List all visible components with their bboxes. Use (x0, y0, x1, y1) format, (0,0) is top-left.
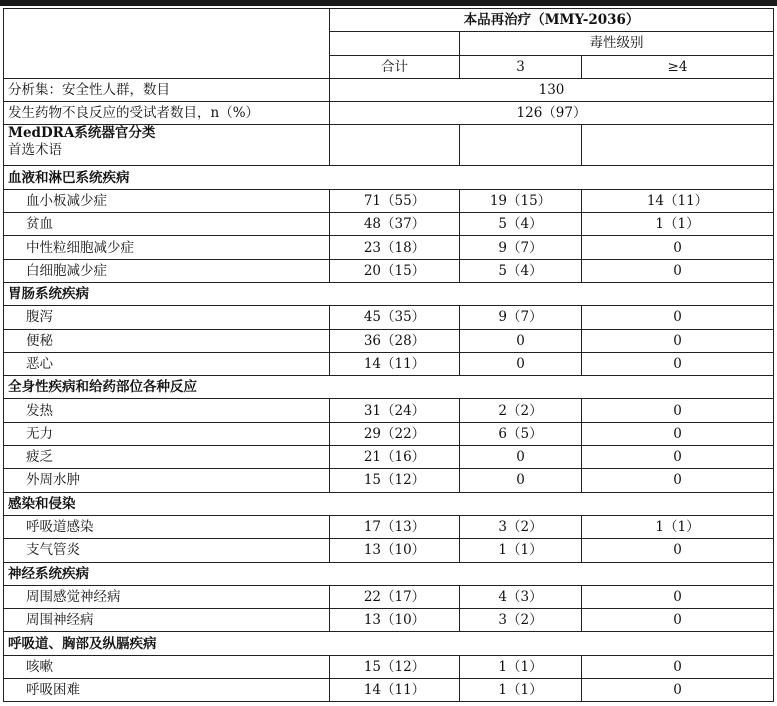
soc-empty-g3 (460, 125, 582, 166)
value-total: 17（13） (330, 515, 460, 538)
value-grade3: 0 (460, 469, 582, 492)
col-total-header: 合计 (330, 55, 460, 78)
col-grade3-header: 3 (460, 55, 582, 78)
category-name: 感染和侵染 (4, 492, 774, 515)
value-grade3: 1（1） (460, 539, 582, 562)
table-body (4, 9, 774, 702)
value-grade3: 9（7） (460, 306, 582, 329)
value-grade4: 0 (582, 446, 774, 469)
preferred-term: 周围感觉神经病 (4, 585, 330, 608)
value-grade4: 1（1） (582, 213, 774, 236)
value-grade3: 0 (460, 446, 582, 469)
value-grade3: 4（3） (460, 585, 582, 608)
value-grade3: 0 (460, 329, 582, 352)
preferred-term: 腹泻 (4, 306, 330, 329)
adr-subjects-label: 发生药物不良反应的受试者数目，n（%） (4, 102, 330, 125)
term-row (4, 515, 774, 538)
category-name: 呼吸道、胸部及纵膈疾病 (4, 632, 774, 655)
preferred-term: 支气管炎 (4, 539, 330, 562)
value-grade4: 0 (582, 236, 774, 259)
term-row (4, 679, 774, 702)
value-total: 36（28） (330, 329, 460, 352)
value-grade4: 0 (582, 585, 774, 608)
term-row (4, 609, 774, 632)
value-total: 15（12） (330, 469, 460, 492)
soc-header-cell (4, 125, 330, 166)
value-total: 14（11） (330, 352, 460, 375)
value-grade4: 0 (582, 655, 774, 678)
category-row (4, 562, 774, 585)
soc-header-row (4, 125, 774, 166)
header-blank-cell (4, 9, 330, 79)
value-grade3: 19（15） (460, 189, 582, 212)
preferred-term: 便秘 (4, 329, 330, 352)
soc-header-line2: 首选术语 (8, 142, 62, 159)
value-total: 48（37） (330, 213, 460, 236)
toxicity-grade-header: 毒性级别 (460, 32, 774, 55)
value-grade3: 5（4） (460, 259, 582, 282)
term-row (4, 446, 774, 469)
category-name: 血液和淋巴系统疾病 (4, 166, 774, 189)
value-grade3: 1（1） (460, 655, 582, 678)
value-grade3: 3（2） (460, 609, 582, 632)
term-row (4, 189, 774, 212)
term-row (4, 306, 774, 329)
value-grade3: 2（2） (460, 399, 582, 422)
value-grade4: 1（1） (582, 515, 774, 538)
value-grade4: 0 (582, 259, 774, 282)
value-grade3: 5（4） (460, 213, 582, 236)
analysis-set-value: 130 (330, 78, 774, 101)
value-total: 20（15） (330, 259, 460, 282)
value-total: 29（22） (330, 422, 460, 445)
value-total: 22（17） (330, 585, 460, 608)
header-empty-cell (330, 32, 460, 55)
value-total: 13（10） (330, 609, 460, 632)
term-row (4, 655, 774, 678)
category-row (4, 166, 774, 189)
category-row (4, 492, 774, 515)
term-row (4, 236, 774, 259)
preferred-term: 疲乏 (4, 446, 330, 469)
value-grade4: 0 (582, 306, 774, 329)
value-total: 23（18） (330, 236, 460, 259)
category-name: 全身性疾病和给药部位各种反应 (4, 376, 774, 399)
value-total: 14（11） (330, 679, 460, 702)
value-grade4: 0 (582, 329, 774, 352)
value-grade3: 3（2） (460, 515, 582, 538)
top-border-bar (0, 0, 777, 6)
term-row (4, 399, 774, 422)
term-row (4, 329, 774, 352)
category-row (4, 282, 774, 305)
category-name: 胃肠系统疾病 (4, 282, 774, 305)
preferred-term: 呼吸道感染 (4, 515, 330, 538)
value-total: 71（55） (330, 189, 460, 212)
value-grade4: 14（11） (582, 189, 774, 212)
term-row (4, 469, 774, 492)
term-row (4, 259, 774, 282)
term-row (4, 539, 774, 562)
category-row (4, 376, 774, 399)
value-grade4: 0 (582, 469, 774, 492)
value-grade3: 9（7） (460, 236, 582, 259)
value-total: 15（12） (330, 655, 460, 678)
value-grade3: 0 (460, 352, 582, 375)
adr-subjects-row (4, 102, 774, 125)
term-row (4, 585, 774, 608)
value-grade4: 0 (582, 422, 774, 445)
col-grade4-header: ≥4 (582, 55, 774, 78)
preferred-term: 咳嗽 (4, 655, 330, 678)
preferred-term: 白细胞减少症 (4, 259, 330, 282)
preferred-term: 发热 (4, 399, 330, 422)
analysis-set-row (4, 78, 774, 101)
value-grade3: 6（5） (460, 422, 582, 445)
preferred-term: 周围神经病 (4, 609, 330, 632)
value-grade4: 0 (582, 609, 774, 632)
value-grade4: 0 (582, 679, 774, 702)
category-name: 神经系统疾病 (4, 562, 774, 585)
preferred-term: 中性粒细胞减少症 (4, 236, 330, 259)
term-row (4, 213, 774, 236)
term-row (4, 422, 774, 445)
soc-empty-total (330, 125, 460, 166)
soc-header-line1: MedDRA系统器官分类 (8, 125, 156, 142)
value-grade4: 0 (582, 539, 774, 562)
preferred-term: 恶心 (4, 352, 330, 375)
value-grade3: 1（1） (460, 679, 582, 702)
preferred-term: 呼吸困难 (4, 679, 330, 702)
adverse-reaction-table (3, 8, 774, 702)
value-grade4: 0 (582, 399, 774, 422)
preferred-term: 血小板减少症 (4, 189, 330, 212)
adr-subjects-value: 126（97） (330, 102, 774, 125)
soc-empty-g4 (582, 125, 774, 166)
preferred-term: 无力 (4, 422, 330, 445)
value-total: 13（10） (330, 539, 460, 562)
value-total: 21（16） (330, 446, 460, 469)
value-grade4: 0 (582, 352, 774, 375)
preferred-term: 外周水肿 (4, 469, 330, 492)
value-total: 31（24） (330, 399, 460, 422)
analysis-set-label: 分析集：安全性人群，数目 (4, 78, 330, 101)
value-total: 45（35） (330, 306, 460, 329)
treatment-header: 本品再治疗（MMY-2036） (330, 9, 774, 32)
preferred-term: 贫血 (4, 213, 330, 236)
header-row-treatment (4, 9, 774, 32)
term-row (4, 352, 774, 375)
category-row (4, 632, 774, 655)
